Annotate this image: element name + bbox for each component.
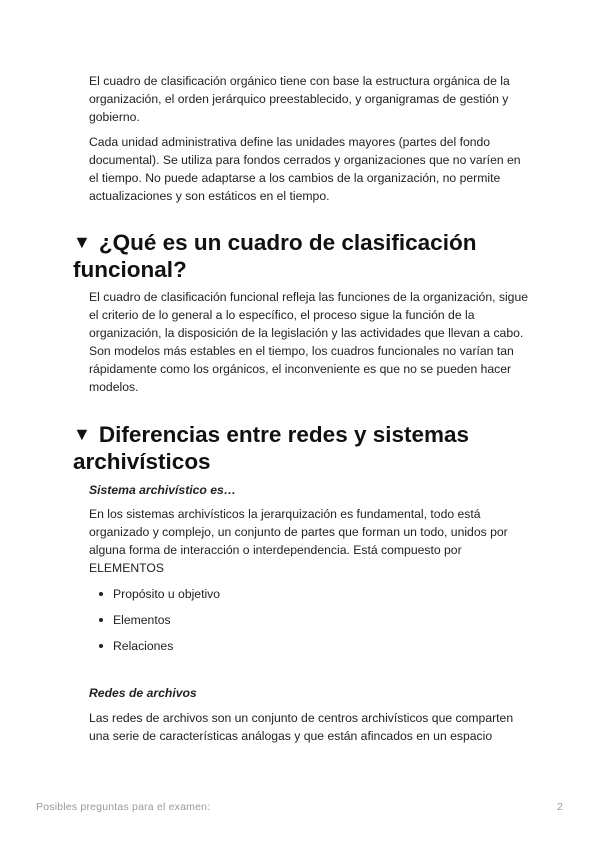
list-item: Relaciones bbox=[89, 637, 489, 663]
heading-text: ¿Qué es un cuadro de clasificación funcional? bbox=[73, 230, 477, 282]
list-item: Elementos bbox=[89, 611, 489, 637]
page-number: 2 bbox=[557, 801, 563, 813]
toggle-heading-functional[interactable] bbox=[73, 229, 553, 283]
footer-title: Posibles preguntas para el examen: bbox=[36, 801, 211, 813]
paragraph-administrative-units: Cada unidad administrativa define las unidades mayores (partes del fondo documental). Se utiliza para fondos cerrados y organizaciones que no varíen en el tiempo. No puede adaptarse a los cambios de la organización, no permite actualizaciones y son estáticos en el tiempo. bbox=[89, 135, 521, 203]
paragraph-organic-structure: El cuadro de clasificación orgánico tiene con base la estructura orgánica de la organización, el orden jerárquico preestablecido, y organigramas de gestión y gobierno. bbox=[89, 74, 510, 124]
bullet-icon bbox=[99, 644, 103, 648]
triangle-down-icon[interactable]: ▼ bbox=[73, 424, 91, 444]
list-item: Propósito u objetivo bbox=[89, 585, 489, 611]
heading-text: Diferencias entre redes y sistemas archivísticos bbox=[73, 422, 470, 474]
bullet-icon bbox=[99, 618, 103, 622]
elements-list bbox=[89, 585, 489, 663]
paragraph-networks: Las redes de archivos son un conjunto de centros archivísticos que comparten una serie de características análogas y que están afincados en un espacio bbox=[89, 711, 514, 743]
bullet-icon bbox=[99, 592, 103, 596]
paragraph-system: En los sistemas archivísticos la jerarquización es fundamental, todo está organizado y complejo, un conjunto de partes que forman un todo, unidos por alguna forma de interacción o interdependencia. Está compuesto por ELEMENTOS bbox=[89, 507, 508, 575]
triangle-down-icon[interactable]: ▼ bbox=[73, 232, 91, 252]
toggle-heading-networks[interactable] bbox=[73, 421, 553, 475]
paragraph-functional: El cuadro de clasificación funcional refleja las funciones de la organización, sigue el criterio de lo general a lo específico, el proceso sigue la función de la organización, la disposición de la legislación y las actividades que llevan a cabo. Son modelos más estables en el tiempo, los cuadros funcionales no varían tan rápidamente como los orgánicos, el inconveniente es que no se pueden hacer modelos. bbox=[89, 290, 529, 394]
subheading-system: Sistema archivístico es… bbox=[89, 483, 236, 497]
subheading-networks: Redes de archivos bbox=[89, 686, 197, 700]
